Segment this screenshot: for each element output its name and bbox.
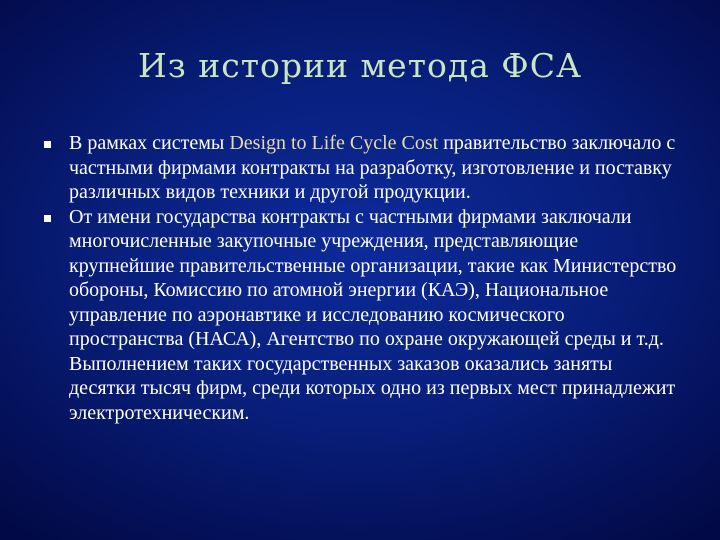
- bullet-2-text: От имени государства контракты с частными фирмами заключали многочисленные закупочные учреждения, представляющие крупнейшие правительственные организации, такие как Министерство обороны, Комиссию по атомной энергии (КАЭ), Национальное управление по аэронавтике и исследованию космического пространства (НАСА), Агентство по охране окружающей среды и т.д. Выполнением таких государственных заказов оказались заняты десятки тысяч фирм, среди которых одно из первых мест принадлежит электротехническим.: [69, 205, 677, 424]
- bullet-1-highlight: Design to Life Cycle Cost: [229, 132, 439, 154]
- bullet-1-text-after: правительство заключало с частными фирмами контракты на разработку, изготовление и поставку различных видов техники и другой продукции.: [69, 132, 676, 203]
- square-bullet-icon: [44, 141, 51, 148]
- bullet-item-2: [40, 205, 680, 426]
- bullet-list: [40, 131, 680, 425]
- slide-title: Из истории метода ФСА: [138, 46, 582, 85]
- bullet-1-text-before: В рамках системы: [69, 132, 230, 154]
- bullet-item-1: [40, 131, 680, 205]
- square-bullet-icon: [44, 215, 51, 222]
